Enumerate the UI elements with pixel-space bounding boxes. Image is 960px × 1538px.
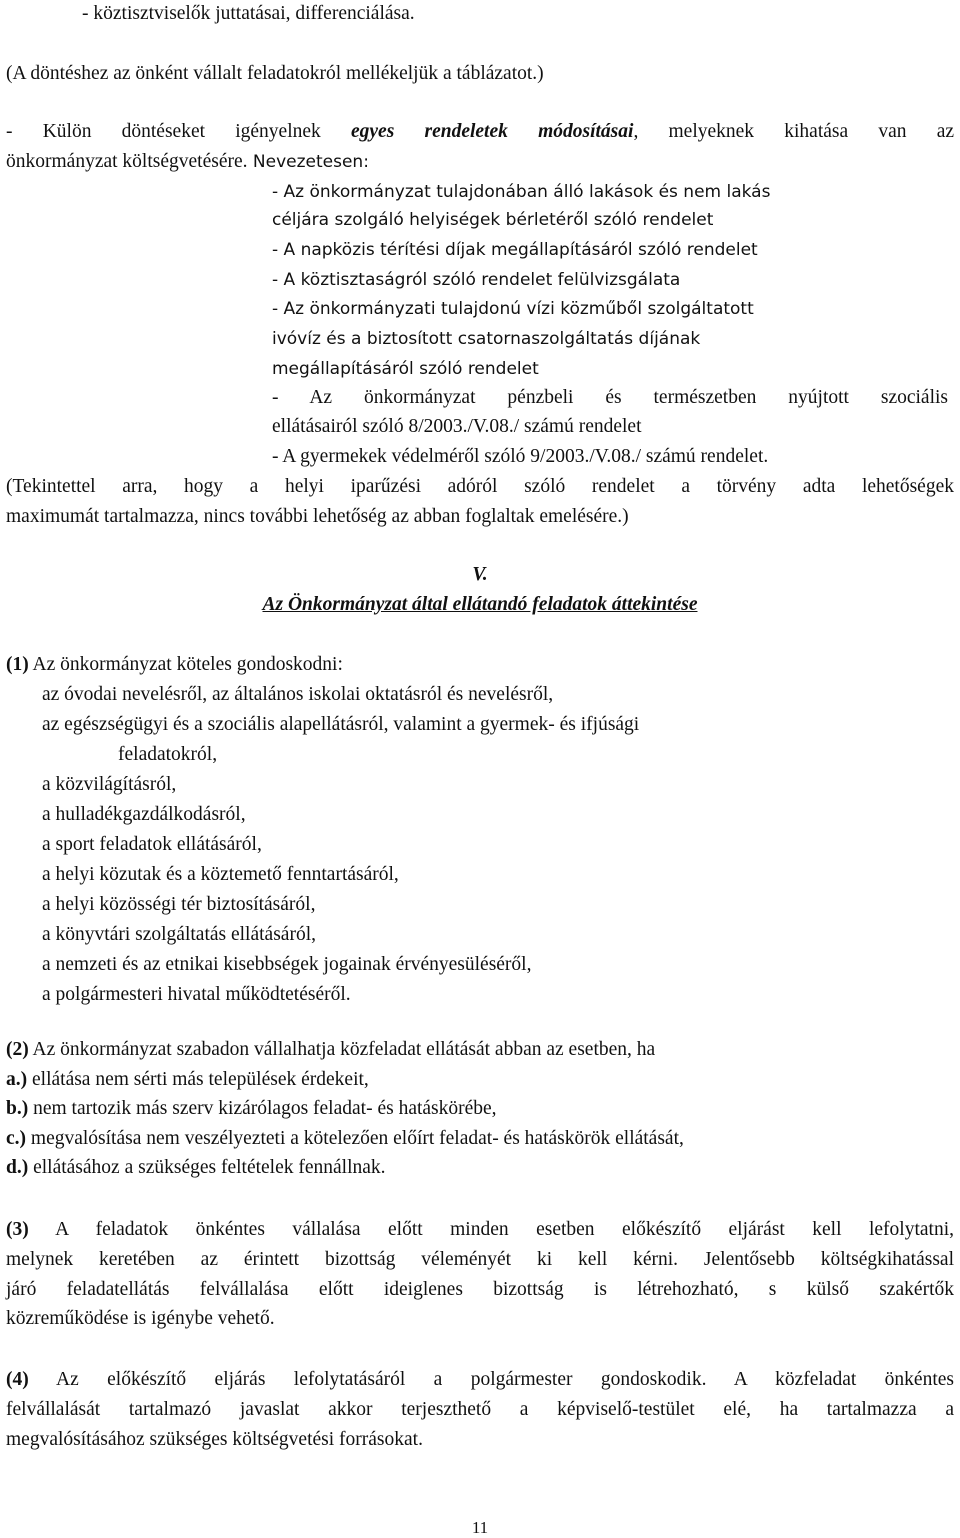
list-item: a közvilágításról, [42,774,177,795]
paragraph-4-line [6,1368,954,1392]
condition-label: b.) [6,1098,29,1119]
list-item: a polgármesteri hivatal működtetéséről. [42,984,351,1005]
list-item: feladatokról, [118,744,218,765]
list-item: a hulladékgazdálkodásról, [42,804,246,825]
paragraph-3-text: A feladatok önkéntes vállalása előtt minden esetben előkészítő eljárást kell lefolytatni, [28,1219,954,1240]
paragraph-1-intro [6,653,954,677]
regulation-line: ellátásairól szóló 8/2003./V.08./ számú rendelet [272,416,642,437]
top-line-4-sans: Nevezetesen: [247,152,369,172]
paragraph-3-number: (3) [6,1219,29,1240]
regulation-line: megállapításáról szóló rendelet [272,359,539,379]
regulation-line: - A napközis térítési díjak megállapításáról szóló rendelet [272,240,758,260]
list-item: a könyvtári szolgáltatás ellátásáról, [42,924,316,945]
condition-item [6,1068,954,1092]
page-number: 11 [471,1518,489,1537]
top-line-3-pre: - Külön döntéseket igényelnek [6,121,351,142]
paragraph-4-line: felvállalását tartalmazó javaslat akkor terjeszthető a képviselő-testület elé, ha tartalmazza a [6,1399,954,1420]
condition-label: a.) [6,1069,28,1090]
top-line-2: (A döntéshez az önként vállalt feladatokról mellékeljük a táblázatot.) [6,63,544,84]
regulation-line: - Az önkormányzat tulajdonában álló lakások és nem lakás [272,182,771,202]
condition-text: ellátásához a szükséges feltételek fennállnak. [28,1157,386,1178]
paragraph-2-text: Az önkormányzat szabadon vállalhatja közfeladat ellátását abban az esetben, ha [28,1039,656,1060]
list-item: az óvodai nevelésről, az általános iskolai oktatásról és nevelésről, [42,684,554,705]
regulation-line: ivóvíz és a biztosított csatornaszolgáltatás díjának [272,329,701,349]
condition-text: nem tartozik más szerv kizárólagos feladat- és hatáskörébe, [28,1098,497,1119]
section-number: V. [472,564,488,585]
section-title: Az Önkormányzat által ellátandó feladatok áttekintése [262,594,698,615]
paragraph-1-text: Az önkormányzat köteles gondoskodni: [28,654,343,675]
paragraph-2-intro [6,1038,954,1062]
regulation-line: - Az önkormányzati tulajdonú vízi közműből szolgáltatott [272,299,754,319]
list-item: a helyi közutak és a köztemető fenntartásáról, [42,864,399,885]
condition-label: c.) [6,1128,27,1149]
condition-text: ellátása nem sérti más települések érdekeit, [27,1069,369,1090]
tax-note-line: maximumát tartalmazza, nincs további lehetőség az abban foglaltak emelésére.) [6,506,629,527]
paragraph-4-text: Az előkészítő eljárás lefolytatásáról a polgármester gondoskodik. A közfeladat önkéntes [28,1369,954,1390]
list-item: a sport feladatok ellátásáról, [42,834,262,855]
top-line-3-emphasis: egyes rendeletek módosításai [350,121,634,142]
condition-text: megvalósítása nem veszélyezteti a kötelezően előírt feladat- és hatáskörök ellátását, [26,1128,684,1149]
top-line-4-serif: önkormányzat költségvetésére. [6,151,248,172]
top-line-1: - köztisztviselők juttatásai, differenciálása. [82,3,415,24]
list-item: az egészségügyi és a szociális alapellátásról, valamint a gyermek- és ifjúsági [42,714,640,735]
paragraph-4-line: megvalósításához szükséges költségvetési forrásokat. [6,1429,423,1450]
paragraph-3-line: melynek keretében az érintett bizottság véleményét ki kell kérni. Jelentősebb költségkihatással [6,1249,954,1270]
paragraph-1-number: (1) [6,654,29,675]
paragraph-4-number: (4) [6,1369,29,1390]
paragraph-2-number: (2) [6,1039,29,1060]
condition-item [6,1127,954,1151]
top-line-3 [6,120,954,144]
list-item: a nemzeti és az etnikai kisebbségek jogainak érvényesüléséről, [42,954,532,975]
top-line-3-post: , melyeknek kihatása van az [633,121,955,142]
condition-label: d.) [6,1157,29,1178]
regulation-line: - A köztisztaságról szóló rendelet felülvizsgálata [272,270,681,290]
paragraph-3-line [6,1218,954,1242]
condition-item [6,1097,954,1121]
regulation-line: céljára szolgáló helyiségek bérletéről szóló rendelet [272,210,714,230]
regulation-line: - A gyermekek védelméről szóló 9/2003./V.08./ számú rendelet. [272,446,769,467]
tax-note-line: (Tekintettel arra, hogy a helyi iparűzési adóról szóló rendelet a törvény adta lehetőségek [6,476,954,497]
regulation-line: - Az önkormányzat pénzbeli és természetben nyújtott szociális [272,387,948,408]
section-title-wrap [0,593,960,617]
list-item: a helyi közösségi tér biztosításáról, [42,894,316,915]
paragraph-3-line: járó feladatellátás felvállalása előtt ideiglenes bizottság is létrehozható, s külső szakértők [6,1279,954,1300]
condition-item [6,1156,954,1180]
top-line-4 [6,150,954,174]
paragraph-3-line: közreműködése is igénybe vehető. [6,1308,275,1329]
